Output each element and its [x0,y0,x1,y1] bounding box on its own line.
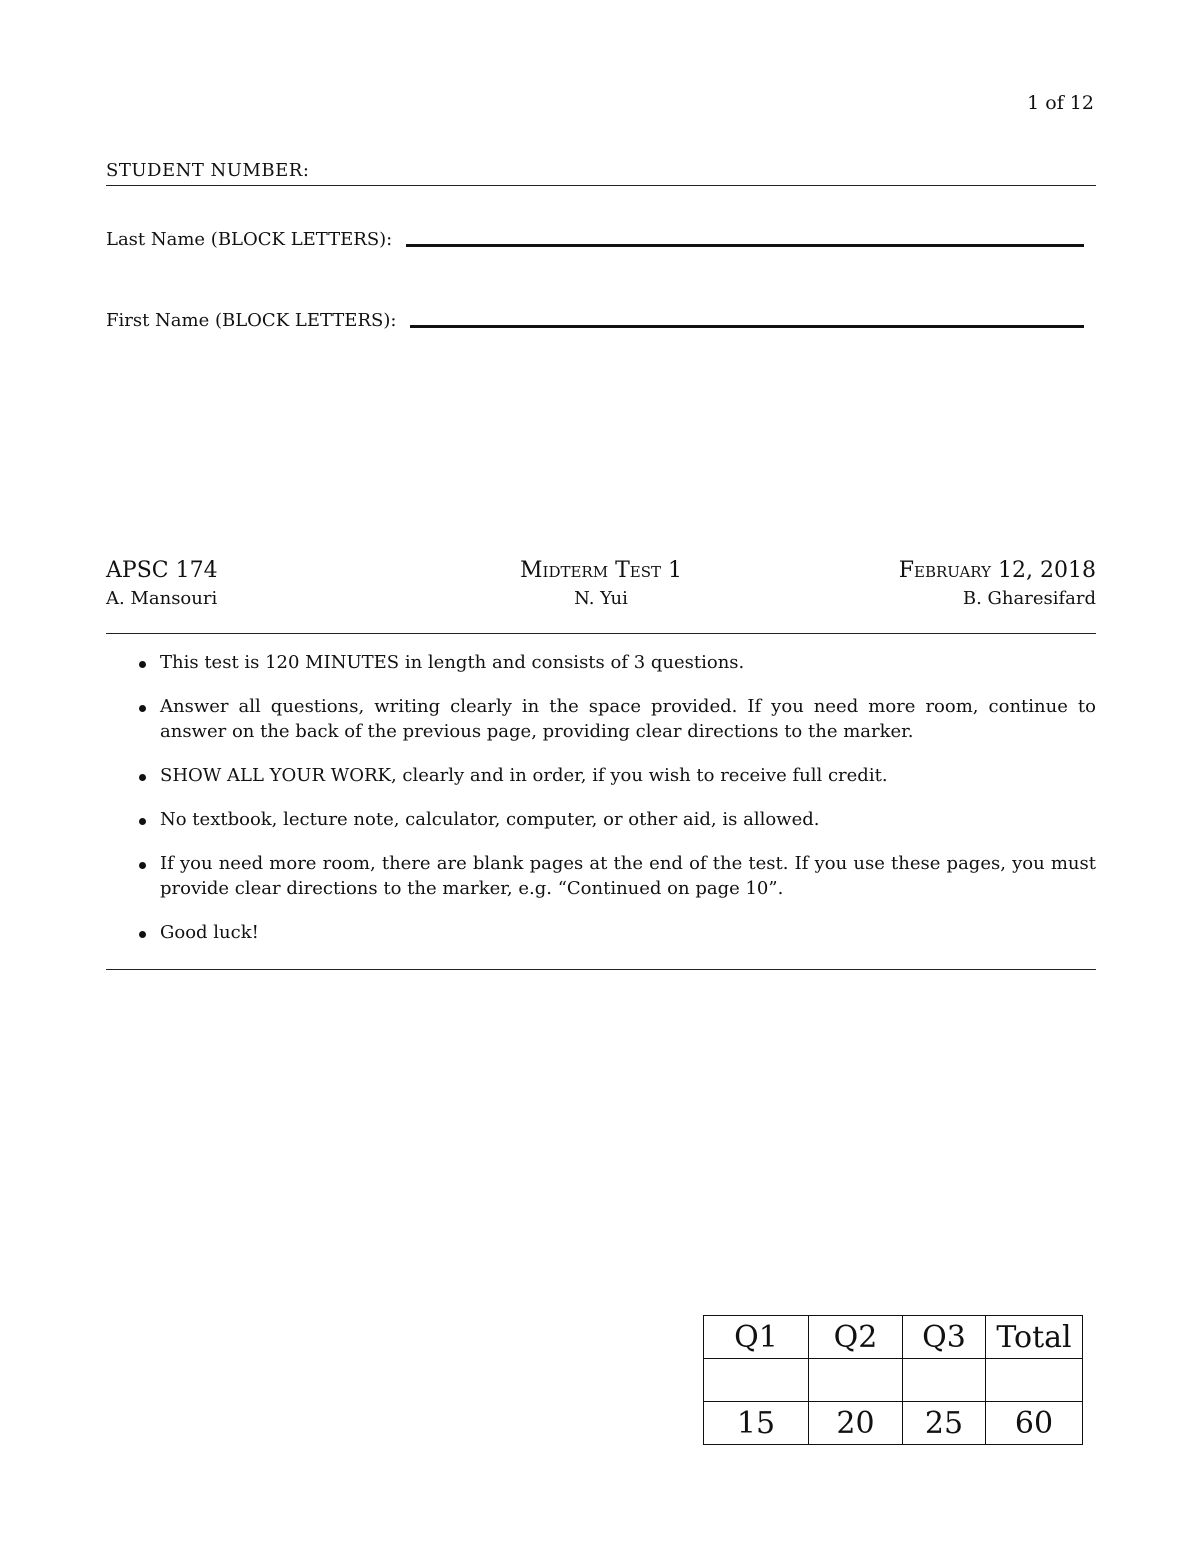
test-name: Midterm Test 1 [520,558,682,583]
score-cell[interactable] [704,1359,809,1402]
instruction-item: No textbook, lecture note, calculator, computer, or other aid, is allowed. [106,807,1096,832]
score-header: Total [986,1316,1083,1359]
score-table [703,1315,1083,1445]
last-name-label: Last Name (BLOCK LETTERS): [106,229,393,250]
first-name-label: First Name (BLOCK LETTERS): [106,310,397,331]
score-cell[interactable] [903,1359,986,1402]
page-number: 1 of 12 [1027,92,1094,114]
course-header [106,558,1096,583]
last-name-field[interactable] [106,229,1084,250]
divider [106,969,1096,970]
instruction-item: This test is 120 MINUTES in length and consists of 3 questions. [106,650,1096,675]
first-name-field[interactable] [106,310,1084,331]
score-cell[interactable] [809,1359,903,1402]
instructor-name: N. Yui [574,588,628,609]
student-number-label: STUDENT NUMBER: [106,160,310,181]
instruction-item: Answer all questions, writing clearly in the space provided. If you need more room, continue to answer on the back of the previous page, providing clear directions to the marker. [106,694,1096,744]
score-table-max-row [704,1402,1083,1445]
score-header: Q1 [704,1316,809,1359]
max-points-cell: 25 [903,1402,986,1445]
instruction-item: SHOW ALL YOUR WORK, clearly and in order, if you wish to receive full credit. [106,763,1096,788]
max-points-cell: 15 [704,1402,809,1445]
instructor-name: A. Mansouri [106,588,218,609]
score-table-header-row [704,1316,1083,1359]
score-header: Q3 [903,1316,986,1359]
first-name-line[interactable] [410,325,1084,328]
test-date: February 12, 2018 [898,558,1096,583]
instructor-name: B. Gharesifard [962,588,1096,609]
last-name-line[interactable] [406,244,1084,247]
max-points-cell: 60 [986,1402,1083,1445]
student-number-field[interactable] [106,160,1096,186]
max-points-cell: 20 [809,1402,903,1445]
instructions-list [106,650,1096,964]
score-header: Q2 [809,1316,903,1359]
instructor-row [106,588,1096,609]
instruction-item: Good luck! [106,920,1096,945]
divider [106,633,1096,634]
instruction-item: If you need more room, there are blank pages at the end of the test. If you use these pages, you must provide clear directions to the marker, e.g. “Continued on page 10”. [106,851,1096,901]
course-code: APSC 174 [106,558,218,583]
score-cell[interactable] [986,1359,1083,1402]
score-table-marks-row [704,1359,1083,1402]
